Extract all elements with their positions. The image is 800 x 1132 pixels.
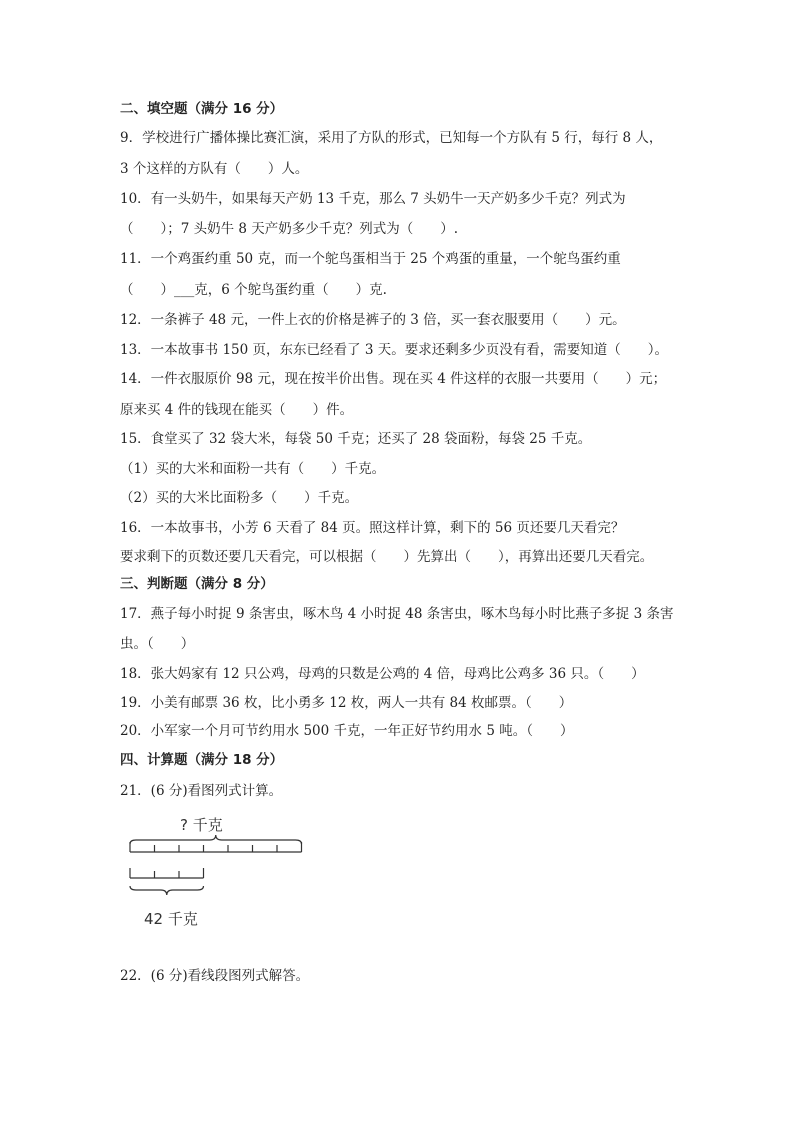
question-11-line-2: （ ）___克，6 个鸵鸟蛋约重（ ）克. [120,282,387,298]
question-19: 19．小美有邮票 36 枚，比小勇多 12 枚，两人一共有 84 枚邮票。（ ） [120,695,573,711]
question-22: 22．(6 分)看线段图列式解答。 [120,968,310,984]
question-16-line-1: 16．一本故事书，小芳 6 天看了 84 页。照这样计算，剩下的 56 页还要几天看完？ [120,520,625,536]
question-15-stem: 15．食堂买了 32 袋大米，每袋 50 千克；还买了 28 袋面粉，每袋 25 千克。 [120,431,592,447]
question-14-line-1: 14．一件衣服原价 98 元，现在按半价出售。现在买 4 件这样的衣服一共要用（ ）元； [120,371,667,387]
question-11-line-1: 11．一个鸡蛋约重 50 克，而一个鸵鸟蛋相当于 25 个鸡蛋的重量，一个鸵鸟蛋约重 [120,251,621,267]
top-total-label: ? 千克 [180,816,223,834]
question-21: 21．(6 分)看图列式计算。 [120,783,283,799]
section-2-heading: 二、填空题（满分 16 分） [120,101,284,117]
question-21-segment-diagram [120,808,320,938]
question-13: 13．一本故事书 150 页，东东已经看了 3 天。要求还剩多少页没有看，需要知道（ ）。 [120,342,668,358]
question-12: 12．一条裤子 48 元，一件上衣的价格是裤子的 3 倍，买一套衣服要用（ ）元。 [120,312,626,328]
bottom-part-label: 42 千克 [144,910,198,928]
section-4-heading: 四、计算题（满分 18 分） [120,752,284,768]
question-10-line-2: （ ）；7 头奶牛 8 天产奶多少千克？列式为（ ）. [120,221,459,237]
question-9-line-1: 9．学校进行广播体操比赛汇演，采用了方队的形式，已知每一个方队有 5 行，每行 8 人， [120,130,663,146]
question-17-line-2: 虫。（ ） [120,636,195,652]
question-15-sub-2: （2）买的大米比面粉多（ ）千克。 [120,490,359,506]
question-17-line-1: 17．燕子每小时捉 9 条害虫，啄木鸟 4 小时捉 48 条害虫，啄木鸟每小时比燕子多捉 3 条害 [120,606,674,622]
question-18: 18．张大妈家有 12 只公鸡，母鸡的只数是公鸡的 4 倍，母鸡比公鸡多 36 只。（ ） [120,666,645,682]
question-14-line-2: 原来买 4 件的钱现在能买（ ）件。 [120,402,354,418]
question-15-sub-1: （1）买的大米和面粉一共有（ ）千克。 [120,461,386,477]
question-16-line-2: 要求剩下的页数还要几天看完，可以根据（ ）先算出（ ），再算出还要几天看完。 [120,549,654,565]
section-3-heading: 三、判断题（满分 8 分） [120,576,274,592]
bottom-brace [130,886,204,895]
question-9-line-2: 3 个这样的方队有（ ）人。 [120,161,309,177]
question-10-line-1: 10．有一头奶牛，如果每天产奶 13 千克，那么 7 头奶牛一天产奶多少千克？列式为 [120,191,626,207]
question-20: 20．小军家一个月可节约用水 500 千克，一年正好节约用水 5 吨。（ ） [120,723,574,739]
top-brace [130,835,302,844]
